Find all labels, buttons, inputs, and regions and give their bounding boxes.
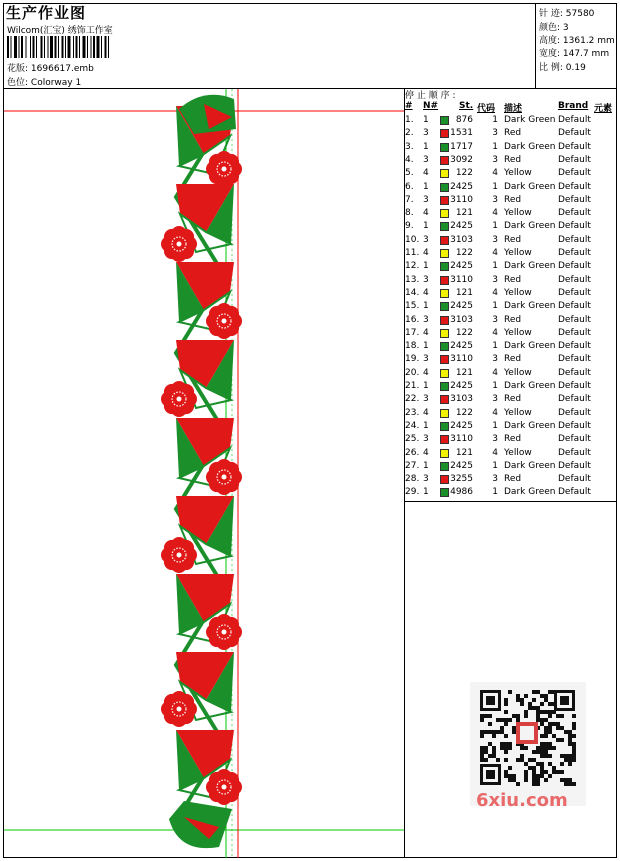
row-code: 4 <box>492 327 498 338</box>
row-index: 2. <box>405 128 414 139</box>
row-description: Dark Green <box>504 381 556 391</box>
stat-colors <box>539 20 569 33</box>
row-stitches: 3110 <box>450 274 473 285</box>
row-index: 28. <box>405 474 420 485</box>
row-code: 4 <box>492 208 498 219</box>
col-header-element: 元素 <box>594 104 613 114</box>
stat-scale-label: 比 例: <box>539 63 563 73</box>
row-description: Red <box>504 274 522 285</box>
row-description: Red <box>504 474 522 485</box>
row-index: 17. <box>405 327 420 338</box>
color-swatch <box>440 382 449 391</box>
row-stitches: 2425 <box>450 261 473 272</box>
stop-row <box>405 260 617 273</box>
stop-row <box>405 220 617 233</box>
row-stitches: 2425 <box>450 460 473 471</box>
row-description: Dark Green <box>504 261 556 272</box>
row-description: Yellow <box>504 208 532 219</box>
row-stitches: 1717 <box>450 141 473 152</box>
stop-row <box>405 181 617 194</box>
color-swatch <box>440 422 449 431</box>
flower-rosette <box>161 691 197 727</box>
row-description: Dark Green <box>504 115 556 125</box>
stats-panel <box>535 3 617 88</box>
row-brand: Default <box>558 354 591 365</box>
row-stitches: 3110 <box>450 434 473 445</box>
row-brand: Default <box>558 487 591 498</box>
stat-height <box>539 33 615 46</box>
row-index: 5. <box>405 168 414 179</box>
color-swatch <box>440 449 449 458</box>
row-stitches: 876 <box>455 115 473 125</box>
stop-row <box>405 154 617 167</box>
qr-code <box>470 682 586 806</box>
row-stitches: 2425 <box>450 420 473 431</box>
row-stitches: 3110 <box>450 194 473 205</box>
row-code: 4 <box>492 287 498 298</box>
row-code: 4 <box>492 407 498 418</box>
color-swatch <box>440 169 449 178</box>
row-code: 3 <box>492 154 498 165</box>
row-brand: Default <box>558 128 591 139</box>
watermark-logo: 6xiu.com <box>476 790 568 811</box>
col-header-index: # <box>405 101 413 111</box>
row-description: Dark Green <box>504 487 556 498</box>
row-description: Dark Green <box>504 460 556 471</box>
row-description: Dark Green <box>504 141 556 152</box>
row-code: 1 <box>492 460 498 471</box>
row-needle: 4 <box>423 407 429 418</box>
row-needle: 3 <box>423 354 429 365</box>
color-swatch <box>440 276 449 285</box>
row-stitches: 3092 <box>450 154 473 165</box>
flower-rosette <box>206 303 242 339</box>
row-needle: 1 <box>423 261 429 272</box>
row-stitches: 122 <box>455 248 473 258</box>
row-needle: 3 <box>423 194 429 205</box>
row-stitches: 3255 <box>450 474 473 485</box>
row-index: 3. <box>405 141 414 152</box>
row-index: 13. <box>405 274 420 285</box>
stop-row <box>405 353 617 366</box>
row-index: 23. <box>405 407 420 418</box>
row-index: 1. <box>405 115 414 125</box>
stat-width-label: 宽度: <box>539 49 561 59</box>
row-brand: Default <box>558 287 591 298</box>
row-description: Yellow <box>504 287 532 298</box>
color-swatch <box>440 355 449 364</box>
row-brand: Default <box>558 407 591 418</box>
row-needle: 3 <box>423 434 429 445</box>
stop-row <box>405 433 617 446</box>
stop-row <box>405 141 617 154</box>
colorway-value: Colorway 1 <box>30 78 82 88</box>
color-swatch <box>440 209 449 218</box>
row-index: 19. <box>405 354 420 365</box>
row-stitches: 2425 <box>450 341 473 352</box>
stat-colors-label: 颜色: <box>539 23 561 33</box>
row-index: 10. <box>405 234 420 245</box>
stat-scale-value: 0.19 <box>565 63 586 73</box>
row-needle: 1 <box>423 341 429 352</box>
row-description: Yellow <box>504 447 532 458</box>
row-brand: Default <box>558 194 591 205</box>
row-index: 25. <box>405 434 420 445</box>
color-swatch <box>440 395 449 404</box>
row-code: 3 <box>492 394 498 405</box>
flower-rosette <box>161 226 197 262</box>
row-index: 14. <box>405 287 420 298</box>
row-index: 9. <box>405 221 414 232</box>
row-needle: 1 <box>423 115 429 125</box>
stat-height-value: 1361.2 mm <box>562 36 615 46</box>
color-swatch <box>440 462 449 471</box>
stop-row <box>405 420 617 433</box>
row-brand: Default <box>558 381 591 391</box>
row-brand: Default <box>558 154 591 165</box>
row-stitches: 121 <box>455 367 473 378</box>
color-swatch <box>440 249 449 258</box>
color-swatch <box>440 196 449 205</box>
color-swatch <box>440 222 449 231</box>
color-swatch <box>440 475 449 484</box>
row-description: Red <box>504 234 522 245</box>
row-code: 1 <box>492 381 498 391</box>
row-needle: 1 <box>423 460 429 471</box>
row-stitches: 2425 <box>450 181 473 192</box>
col-header-brand: Brand <box>558 101 589 111</box>
row-brand: Default <box>558 314 591 325</box>
row-needle: 1 <box>423 381 429 391</box>
flower-rosette <box>161 381 197 417</box>
row-brand: Default <box>558 327 591 338</box>
row-code: 3 <box>492 274 498 285</box>
stop-row <box>405 447 617 460</box>
row-brand: Default <box>558 420 591 431</box>
row-needle: 4 <box>423 367 429 378</box>
row-code: 3 <box>492 314 498 325</box>
row-code: 1 <box>492 141 498 152</box>
row-stitches: 1531 <box>450 128 473 139</box>
stop-row <box>405 460 617 473</box>
color-swatch <box>440 143 449 152</box>
stop-row <box>405 300 617 313</box>
stop-row <box>405 114 617 127</box>
stop-row <box>405 380 617 393</box>
color-swatch <box>440 488 449 497</box>
stop-row <box>405 234 617 247</box>
row-stitches: 2425 <box>450 301 473 312</box>
row-brand: Default <box>558 181 591 192</box>
col-header-needle: N# <box>423 101 439 111</box>
row-brand: Default <box>558 168 591 179</box>
stat-colors-value: 3 <box>562 23 569 33</box>
row-needle: 1 <box>423 181 429 192</box>
row-brand: Default <box>558 221 591 232</box>
row-index: 24. <box>405 420 420 431</box>
row-index: 26. <box>405 447 420 458</box>
row-brand: Default <box>558 301 591 312</box>
stop-row <box>405 274 617 287</box>
row-code: 3 <box>492 128 498 139</box>
row-brand: Default <box>558 367 591 378</box>
row-stitches: 2425 <box>450 221 473 232</box>
row-needle: 1 <box>423 221 429 232</box>
row-index: 11. <box>405 248 420 258</box>
row-description: Dark Green <box>504 341 556 352</box>
row-description: Yellow <box>504 168 532 179</box>
row-stitches: 121 <box>455 287 473 298</box>
color-swatch <box>440 129 449 138</box>
row-description: Red <box>504 314 522 325</box>
row-index: 20. <box>405 367 420 378</box>
color-swatch <box>440 409 449 418</box>
row-code: 1 <box>492 261 498 272</box>
col-header-description: 描述 <box>504 104 523 114</box>
stop-row <box>405 167 617 180</box>
flower-rosette <box>206 769 242 805</box>
row-needle: 4 <box>423 287 429 298</box>
row-index: 6. <box>405 181 414 192</box>
row-needle: 4 <box>423 208 429 219</box>
color-swatch <box>440 329 449 338</box>
row-description: Dark Green <box>504 181 556 192</box>
row-needle: 1 <box>423 420 429 431</box>
row-index: 16. <box>405 314 420 325</box>
stop-row <box>405 340 617 353</box>
row-stitches: 3103 <box>450 234 473 245</box>
row-needle: 1 <box>423 141 429 152</box>
row-index: 22. <box>405 394 420 405</box>
col-header-code: 代码 <box>477 104 496 114</box>
row-needle: 3 <box>423 314 429 325</box>
row-stitches: 122 <box>455 407 473 418</box>
row-description: Red <box>504 394 522 405</box>
stat-width <box>539 46 609 59</box>
stat-stitches-value: 57580 <box>565 9 595 19</box>
stop-row <box>405 473 617 486</box>
stop-row <box>405 207 617 220</box>
row-description: Red <box>504 434 522 445</box>
stop-row <box>405 367 617 380</box>
row-stitches: 3110 <box>450 354 473 365</box>
design-file-line <box>7 61 94 74</box>
stop-row <box>405 393 617 406</box>
row-brand: Default <box>558 141 591 152</box>
stop-row <box>405 247 617 260</box>
row-brand: Default <box>558 341 591 352</box>
color-swatch <box>440 236 449 245</box>
row-stitches: 121 <box>455 208 473 219</box>
row-code: 1 <box>492 487 498 498</box>
row-index: 21. <box>405 381 420 391</box>
color-swatch <box>440 342 449 351</box>
flower-rosette <box>206 614 242 650</box>
row-needle: 1 <box>423 301 429 312</box>
row-index: 7. <box>405 194 414 205</box>
row-brand: Default <box>558 261 591 272</box>
row-code: 1 <box>492 181 498 192</box>
row-stitches: 3103 <box>450 314 473 325</box>
row-description: Yellow <box>504 367 532 378</box>
color-swatch <box>440 262 449 271</box>
stat-width-value: 147.7 mm <box>562 49 610 59</box>
row-needle: 3 <box>423 274 429 285</box>
color-swatch <box>440 156 449 165</box>
row-needle: 4 <box>423 168 429 179</box>
row-brand: Default <box>558 208 591 219</box>
row-needle: 3 <box>423 234 429 245</box>
row-stitches: 2425 <box>450 381 473 391</box>
design-file-value: 1696617.emb <box>30 64 94 74</box>
row-description: Red <box>504 194 522 205</box>
row-description: Red <box>504 154 522 165</box>
row-stitches: 121 <box>455 447 473 458</box>
color-swatch <box>440 116 449 125</box>
row-needle: 3 <box>423 394 429 405</box>
row-needle: 1 <box>423 487 429 498</box>
color-swatch <box>440 435 449 444</box>
row-description: Dark Green <box>504 420 556 431</box>
company-name: Wilcom(汇宝) 绣饰工作室 <box>7 26 113 36</box>
row-code: 1 <box>492 115 498 125</box>
flower-rosette <box>206 151 242 187</box>
row-index: 4. <box>405 154 414 165</box>
row-index: 12. <box>405 261 420 272</box>
color-swatch <box>440 316 449 325</box>
color-swatch <box>440 183 449 192</box>
row-brand: Default <box>558 115 591 125</box>
row-needle: 3 <box>423 128 429 139</box>
table-bottom-divider <box>404 501 617 502</box>
row-description: Dark Green <box>504 221 556 232</box>
row-index: 15. <box>405 301 420 312</box>
row-needle: 4 <box>423 447 429 458</box>
row-brand: Default <box>558 274 591 285</box>
row-needle: 4 <box>423 248 429 258</box>
row-needle: 3 <box>423 154 429 165</box>
row-code: 1 <box>492 341 498 352</box>
row-code: 3 <box>492 234 498 245</box>
row-description: Red <box>504 354 522 365</box>
row-code: 3 <box>492 354 498 365</box>
col-header-stitches: St. <box>459 101 474 111</box>
stop-row <box>405 194 617 207</box>
row-stitches: 4986 <box>450 487 473 498</box>
stop-row <box>405 327 617 340</box>
row-brand: Default <box>558 434 591 445</box>
row-code: 3 <box>492 434 498 445</box>
row-brand: Default <box>558 248 591 258</box>
stat-scale <box>539 60 586 73</box>
sheet-title: 生产作业图 <box>6 4 87 22</box>
design-file-label: 花版: <box>7 64 29 74</box>
row-index: 8. <box>405 208 414 219</box>
row-brand: Default <box>558 394 591 405</box>
color-swatch <box>440 369 449 378</box>
stop-row <box>405 407 617 420</box>
row-description: Yellow <box>504 407 532 418</box>
row-description: Red <box>504 128 522 139</box>
color-swatch <box>440 302 449 311</box>
colorway-label: 色位: <box>7 78 29 88</box>
row-needle: 4 <box>423 327 429 338</box>
color-swatch <box>440 289 449 298</box>
flower-rosette <box>206 459 242 495</box>
stop-row <box>405 127 617 140</box>
row-code: 3 <box>492 474 498 485</box>
row-code: 1 <box>492 301 498 312</box>
stat-stitches <box>539 6 594 19</box>
row-code: 4 <box>492 447 498 458</box>
row-code: 1 <box>492 420 498 431</box>
row-code: 1 <box>492 221 498 232</box>
stat-height-label: 高度: <box>539 36 561 46</box>
embroidery-design-preview <box>4 89 404 858</box>
row-code: 4 <box>492 248 498 258</box>
row-stitches: 3103 <box>450 394 473 405</box>
stop-sequence-title: 停 止 顺 序 : <box>405 91 456 101</box>
row-description: Yellow <box>504 248 532 258</box>
row-description: Yellow <box>504 327 532 338</box>
row-code: 4 <box>492 367 498 378</box>
flower-rosette <box>161 537 197 573</box>
stat-stitches-label: 针 迹: <box>539 9 563 19</box>
stop-row <box>405 287 617 300</box>
colorway-line <box>7 75 81 88</box>
motif-chain <box>161 95 242 848</box>
row-code: 4 <box>492 168 498 179</box>
row-stitches: 122 <box>455 168 473 179</box>
row-brand: Default <box>558 234 591 245</box>
row-brand: Default <box>558 447 591 458</box>
row-index: 27. <box>405 460 420 471</box>
row-stitches: 122 <box>455 327 473 338</box>
stop-row <box>405 314 617 327</box>
row-code: 3 <box>492 194 498 205</box>
row-index: 29. <box>405 487 420 498</box>
stop-row <box>405 486 617 499</box>
barcode <box>7 36 141 58</box>
row-needle: 3 <box>423 474 429 485</box>
row-brand: Default <box>558 460 591 471</box>
row-index: 18. <box>405 341 420 352</box>
row-brand: Default <box>558 474 591 485</box>
row-description: Dark Green <box>504 301 556 312</box>
